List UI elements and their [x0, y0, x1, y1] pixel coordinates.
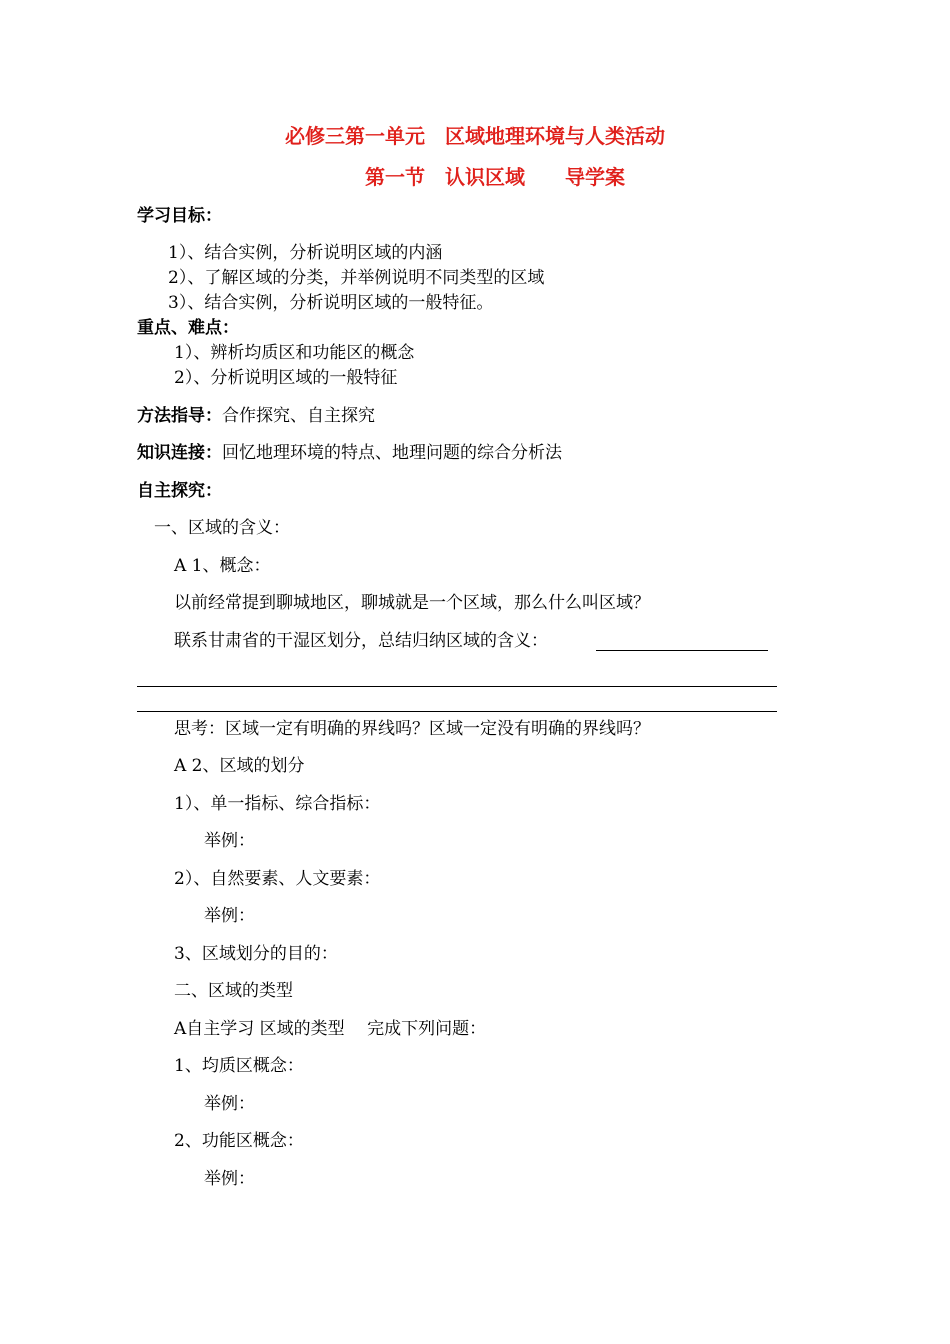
- question-1: 以前经常提到聊城地区，聊城就是一个区域，那么什么叫区域？: [174, 593, 650, 613]
- keypoints-heading: 重点、难点：: [137, 318, 239, 338]
- method-label: 方法指导：: [137, 406, 222, 426]
- keypoint-item-2: 2）、分析说明区域的一般特征: [174, 368, 398, 388]
- knowledge-text: 回忆地理环境的特点、地理问题的综合分析法: [222, 443, 562, 463]
- method-line: [137, 405, 375, 427]
- division-a2: A 2、区域的划分: [174, 756, 305, 776]
- division-item-2: 2）、自然要素、人文要素：: [174, 869, 381, 889]
- self-study-line: A自主学习 区域的类型 完成下列问题：: [174, 1019, 487, 1039]
- answer-line-3[interactable]: [137, 711, 777, 712]
- knowledge-label: 知识连接：: [137, 443, 222, 463]
- example-4: 举例：: [204, 1169, 255, 1189]
- method-text: 合作探究、自主探究: [222, 406, 375, 426]
- goal-item-2: 2）、了解区域的分类，并举例说明不同类型的区域: [168, 268, 545, 288]
- section1-heading: 一、区域的含义：: [154, 518, 290, 538]
- goal-item-1: 1）、结合实例，分析说明区域的内涵: [168, 243, 443, 263]
- example-1: 举例：: [204, 831, 255, 851]
- answer-line-2[interactable]: [137, 686, 777, 687]
- doc-title-line1: 必修三第一单元 区域地理环境与人类活动: [285, 124, 665, 148]
- type-2-concept: 2、功能区概念：: [174, 1131, 304, 1151]
- goals-heading: 学习目标：: [137, 206, 222, 226]
- answer-line-1[interactable]: [596, 650, 768, 651]
- goal-item-3: 3）、结合实例，分析说明区域的一般特征。: [168, 293, 494, 313]
- division-item-1: 1）、单一指标、综合指标：: [174, 794, 381, 814]
- explore-heading: 自主探究：: [137, 481, 222, 501]
- example-2: 举例：: [204, 906, 255, 926]
- example-3: 举例：: [204, 1094, 255, 1114]
- doc-title-line2: 第一节 认识区域 导学案: [365, 165, 625, 189]
- section2-heading: 二、区域的类型: [174, 981, 293, 1001]
- think-question: 思考：区域一定有明确的界线吗？区域一定没有明确的界线吗？: [174, 719, 650, 739]
- type-1-concept: 1、均质区概念：: [174, 1056, 304, 1076]
- knowledge-line: [137, 442, 562, 464]
- division-item-3: 3、区域划分的目的：: [174, 944, 338, 964]
- question-2: 联系甘肃省的干湿区划分，总结归纳区域的含义：: [174, 631, 548, 651]
- keypoint-item-1: 1）、辨析均质区和功能区的概念: [174, 343, 415, 363]
- concept-a1: A 1、概念：: [174, 556, 271, 576]
